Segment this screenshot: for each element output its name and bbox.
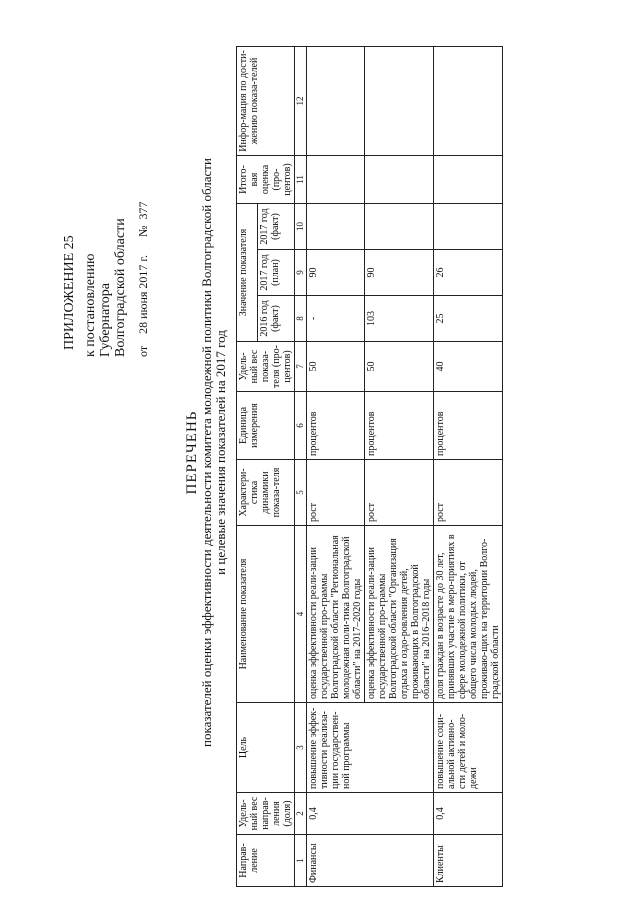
column-number: 7 xyxy=(295,342,307,392)
table-row xyxy=(307,47,365,887)
column-number: 8 xyxy=(295,296,307,342)
header-dynamics: Характери-стика динамики показа-теля xyxy=(237,460,295,526)
document-title: ПЕРЕЧЕНЬ xyxy=(184,410,200,495)
column-number: 5 xyxy=(295,460,307,526)
cell-2016-fact: 25 xyxy=(434,296,503,342)
cell-final-score xyxy=(434,156,503,204)
cell-2017-plan: 26 xyxy=(434,250,503,296)
cell-dynamics: рост xyxy=(434,460,503,526)
header-info: Инфор-мация по дости-жению показа-телей xyxy=(237,47,295,156)
document-subtitle-line-2: и целевые значения показателей на 2017 год xyxy=(213,330,228,575)
decree-line-3: Волгоградской области xyxy=(113,218,128,357)
cell-info xyxy=(434,47,503,156)
decree-line-2: Губернатора xyxy=(98,282,113,357)
table-row xyxy=(434,47,503,887)
cell-2017-plan: 90 xyxy=(307,250,365,296)
header-2016-fact: 2016 год (факт) xyxy=(257,296,294,342)
header-direction: Направ-ление xyxy=(237,835,295,887)
cell-2017-fact xyxy=(307,204,365,250)
cell-dynamics: рост xyxy=(365,460,434,526)
header-goal: Цель xyxy=(237,703,295,793)
cell-2017-plan: 90 xyxy=(365,250,434,296)
header-direction-weight: Удель-ный вес направ-ления (доля) xyxy=(237,793,295,835)
indicators-table xyxy=(236,46,503,887)
header-final-score: Итого-вая оценка (про-центов) xyxy=(237,156,295,204)
date-prefix: от xyxy=(136,345,150,357)
cell-direction: Клиенты xyxy=(434,835,503,887)
cell-dynamics: рост xyxy=(307,460,365,526)
header-indicator-weight: Удель-ный вес показа-теля (про-центов) xyxy=(237,342,295,392)
cell-final-score xyxy=(365,156,434,204)
column-number: 6 xyxy=(295,392,307,460)
header-2017-plan: 2017 год (план) xyxy=(257,250,294,296)
header-values-group: Значение показателя xyxy=(237,204,258,342)
column-number: 1 xyxy=(295,835,307,887)
cell-unit: процентов xyxy=(365,392,434,460)
cell-indicator-weight: 40 xyxy=(434,342,503,392)
number-value: 377 xyxy=(136,201,150,220)
cell-indicator: оценка эффективности реали-зации государственной про-граммы Волгоградской области "Региональная молодежная поли-тика Волгоградской области" на 2017–2020 годы xyxy=(307,526,365,703)
cell-goal: повышение эффек-тивности реализа-ции государствен-ной программы xyxy=(307,703,434,793)
decree-line-1: к постановлению xyxy=(83,253,98,357)
column-number: 2 xyxy=(295,793,307,835)
column-number: 9 xyxy=(295,250,307,296)
cell-unit: процентов xyxy=(434,392,503,460)
cell-2017-fact xyxy=(434,204,503,250)
date-value: 28 июня 2017 г. xyxy=(136,255,150,334)
header-unit: Единица измерения xyxy=(237,392,295,460)
cell-info xyxy=(365,47,434,156)
cell-direction-weight: 0,4 xyxy=(434,793,503,835)
number-prefix: № xyxy=(136,225,150,237)
column-number: 10 xyxy=(295,204,307,250)
cell-direction-weight: 0,4 xyxy=(307,793,434,835)
indicators-table-wrapper xyxy=(236,47,503,887)
cell-2016-fact: - xyxy=(307,296,365,342)
column-number: 3 xyxy=(295,703,307,793)
cell-goal: повышение соци-альной активно-сти детей и моло-дежи xyxy=(434,703,503,793)
document-subtitle-line-1: показателей оценки эффективности деятельности комитета молодежной политики Волгоградской области xyxy=(199,158,214,747)
cell-unit: процентов xyxy=(307,392,365,460)
table-header-row xyxy=(237,47,258,887)
header-indicator-name: Наименование показателя xyxy=(237,526,295,703)
column-number: 12 xyxy=(295,47,307,156)
cell-indicator: оценка эффективности реали-зации государственной про-граммы Волгоградской области "Организация отдыха и оздо-ровления детей, проживающих в Волгоградской области" на 2016–2018 годы xyxy=(365,526,434,703)
cell-final-score xyxy=(307,156,365,204)
cell-direction: Финансы xyxy=(307,835,434,887)
header-2017-fact: 2017 год (факт) xyxy=(257,204,294,250)
cell-info xyxy=(307,47,365,156)
cell-indicator: доля граждан в возрасте до 30 лет, принявших участие в меро-приятиях в сфере молодежной политики, от общего числа молодых людей, проживаю-щих на территории Волго-градской области xyxy=(434,526,503,703)
decree-date-line xyxy=(136,202,150,357)
cell-indicator-weight: 50 xyxy=(307,342,365,392)
column-number: 4 xyxy=(295,526,307,703)
cell-2016-fact: 103 xyxy=(365,296,434,342)
column-number: 11 xyxy=(295,156,307,204)
appendix-label: ПРИЛОЖЕНИЕ 25 xyxy=(62,235,77,350)
cell-indicator-weight: 50 xyxy=(365,342,434,392)
cell-2017-fact xyxy=(365,204,434,250)
column-number-row xyxy=(295,47,307,887)
